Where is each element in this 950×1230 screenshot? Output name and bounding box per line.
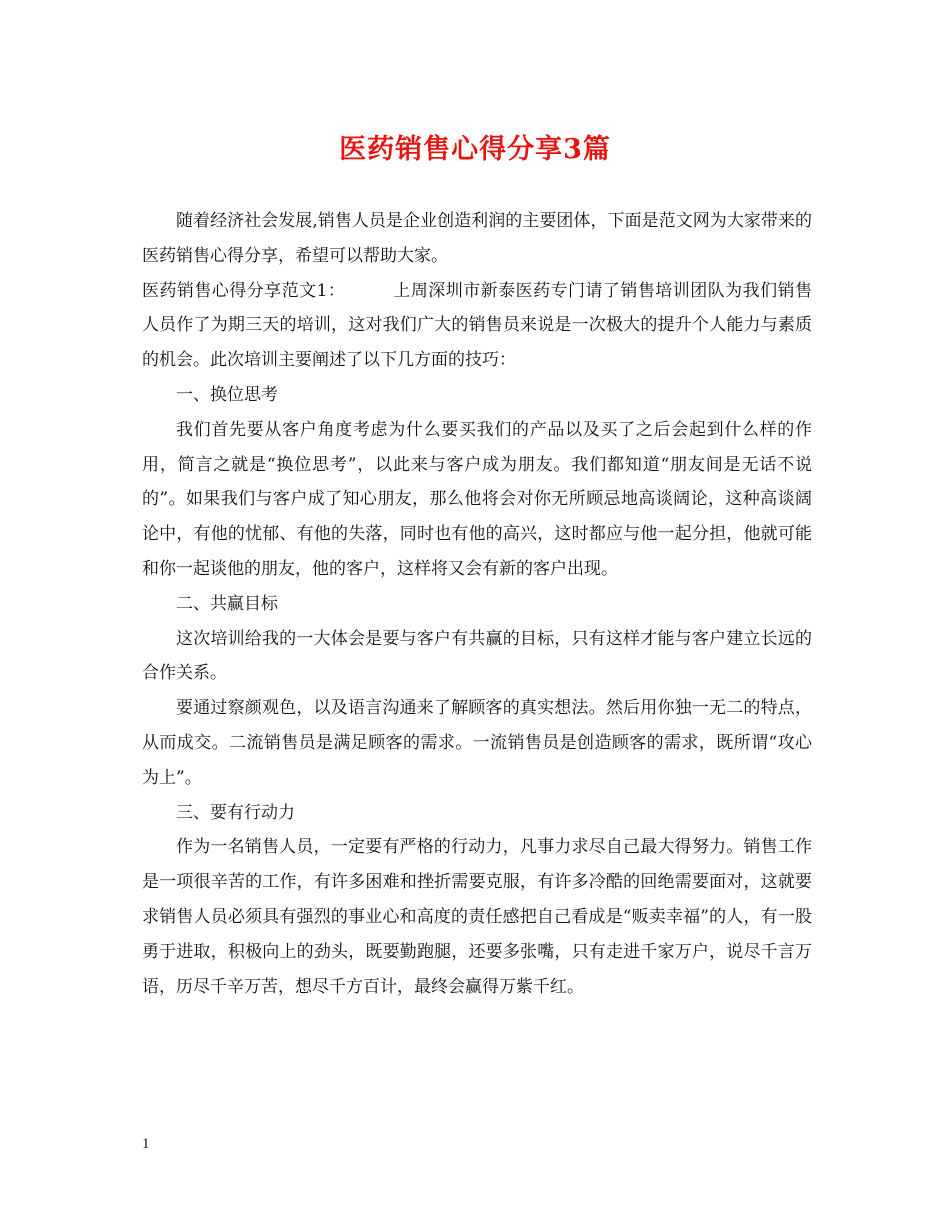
paragraph-3: 要通过察颜观色，以及语言沟通来了解顾客的真实想法。然后用你独一无二的特点，从而成交。二流销售员是满足顾客的需求。一流销售员是创造顾客的需求，既所谓“攻心为上”。 bbox=[142, 698, 812, 788]
section-heading-3: 三、要有行动力 bbox=[176, 802, 295, 823]
sample-intro-paragraph bbox=[142, 274, 812, 378]
document-title: 医药销售心得分享3篇 bbox=[339, 134, 611, 165]
section-heading-1: 一、换位思考 bbox=[176, 384, 278, 405]
paragraph-4: 作为一名销售人员，一定要有严格的行动力，凡事力求尽自己最大得努力。销售工作是一项很辛苦的工作，有许多困难和挫折需要克服，有许多冷酷的回绝需要面对，这就要求销售人员必须具有强烈的事业心和高度的责任感把自己看成是“贩卖幸福”的人，有一股勇于进取，积极向上的劲头，既要勤跑腿，还要多张嘴，只有走进千家万户，说尽千言万语，历尽千辛万苦，想尽千方百计，最终会赢得万紫千红。 bbox=[142, 837, 812, 997]
intro-paragraph: 随着经济社会发展,销售人员是企业创造利润的主要团体，下面是范文网为大家带来的医药销售心得分享，希望可以帮助大家。 bbox=[142, 211, 812, 266]
section-heading-2: 二、共赢目标 bbox=[176, 593, 278, 614]
sample-label: 医药销售心得分享范文1： bbox=[142, 280, 346, 301]
paragraph-2: 这次培训给我的一大体会是要与客户有共赢的目标，只有这样才能与客户建立长远的合作关系。 bbox=[142, 628, 812, 684]
page-number: 1 bbox=[142, 1136, 150, 1152]
sample-text: 上周深圳市新泰医药专门请了销售培训团队为我们销售人员作了为期三天的培训，这对我们广大的销售员来说是一次极大的提升个人能力与素质的机会。此次培训主要阐述了以下几方面的技巧： bbox=[142, 280, 813, 371]
paragraph-1: 我们首先要从客户角度考虑为什么要买我们的产品以及买了之后会起到什么样的作用，简言之就是“换位思考”，以此来与客户成为朋友。我们都知道“朋友间是无话不说的”。如果我们与客户成了知心朋友，那么他将会对你无所顾忌地高谈阔论，这种高谈阔论中，有他的忧郁、有他的失落，同时也有他的高兴，这时都应与他一起分担，他就可能和你一起谈他的朋友，他的客户，这样将又会有新的客户出现。 bbox=[142, 419, 812, 579]
document-body bbox=[142, 204, 812, 1004]
